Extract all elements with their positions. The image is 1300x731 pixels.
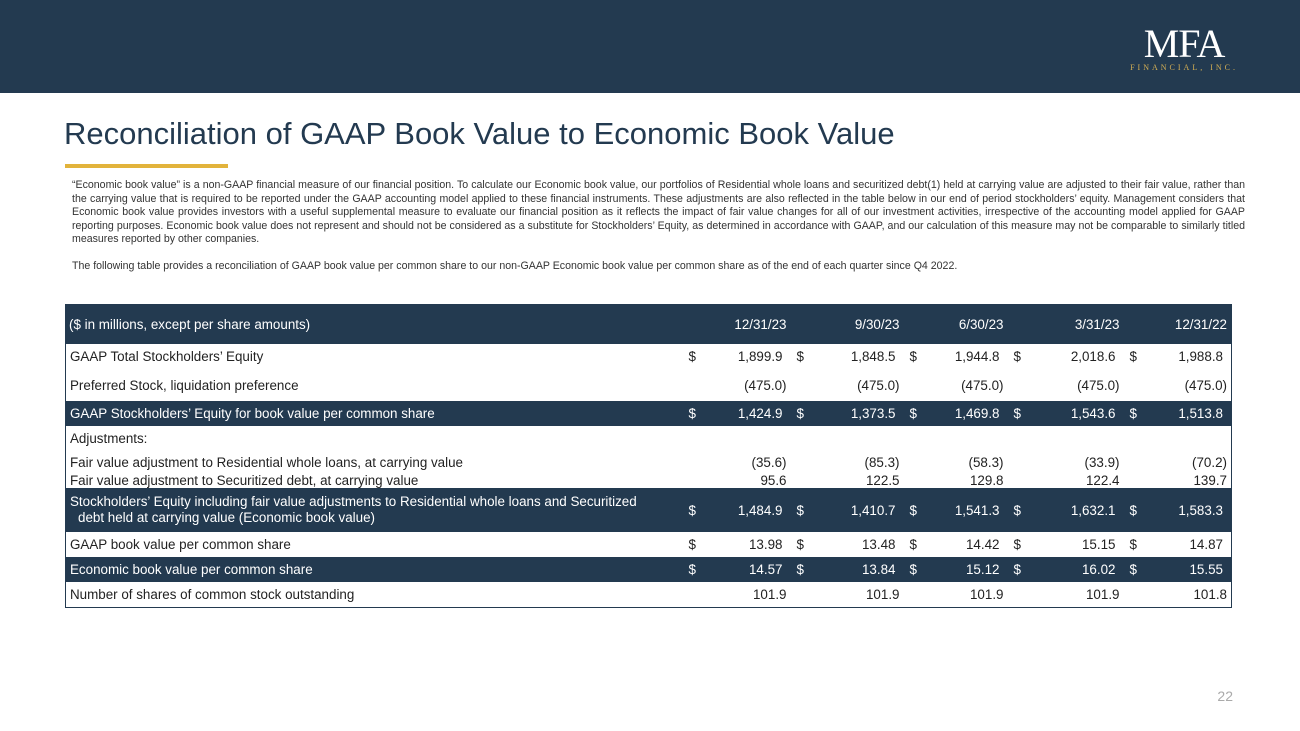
- currency-symbol: $: [909, 537, 917, 552]
- value-cell: [1124, 532, 1232, 557]
- value-cell: [683, 488, 791, 532]
- intro-paragraph-2: The following table provides a reconciliation of GAAP book value per common share to our non-GAAP Economic book value per common share as of the end of each quarter since Q4 2022.: [72, 259, 958, 272]
- cell-value: 15.15: [1081, 537, 1116, 552]
- currency-symbol: $: [909, 406, 917, 421]
- title-underline: [65, 164, 228, 168]
- cell-value: 1,484.9: [737, 502, 783, 518]
- value-cell: [1124, 344, 1232, 369]
- period-header: 6/30/23: [904, 305, 1008, 345]
- currency-symbol: $: [1013, 406, 1021, 421]
- value-cell: [791, 488, 904, 532]
- table-row-highlight: [66, 557, 1232, 582]
- cell-value: 1,513.8: [1178, 406, 1223, 421]
- cell-value: 101.9: [969, 587, 1004, 602]
- cell-value: 1,469.8: [954, 406, 1000, 421]
- cell-value: 13.98: [748, 537, 783, 552]
- row-label-line-2: debt held at carrying value (Economic book value): [78, 510, 375, 525]
- cell-value: 122.5: [865, 473, 900, 488]
- currency-symbol: $: [909, 502, 917, 518]
- table-row: [66, 473, 1232, 488]
- period-header: 12/31/22: [1124, 305, 1232, 345]
- table-header-row: [66, 305, 1232, 345]
- row-label: Adjustments:: [70, 431, 148, 446]
- row-label: Economic book value per common share: [66, 557, 683, 582]
- currency-symbol: $: [796, 537, 804, 552]
- intro-text: [72, 179, 1245, 274]
- value-cell: [1124, 401, 1232, 426]
- table-row: [66, 426, 1232, 451]
- cell-value: 14.87: [1189, 537, 1223, 552]
- cell-value: 1,899.9: [737, 349, 783, 364]
- cell-value: 122.4: [1085, 473, 1120, 488]
- cell-value: 101.8: [1193, 587, 1227, 602]
- logo-wordmark: MFA: [1143, 21, 1225, 66]
- value-cell: [791, 344, 904, 369]
- currency-symbol: $: [796, 406, 804, 421]
- cell-value: 101.9: [1085, 587, 1120, 602]
- cell-value: 1,541.3: [954, 502, 1000, 518]
- period-header: 9/30/23: [791, 305, 904, 345]
- cell-value: 139.7: [1193, 473, 1227, 488]
- cell-value: 129.8: [969, 473, 1004, 488]
- cell-value: 1,543.6: [1070, 406, 1116, 421]
- cell-value: (58.3): [968, 454, 1004, 470]
- row-label-line-1: Stockholders’ Equity including fair value adjustments to Residential whole loans and Securitized: [70, 494, 637, 509]
- value-cell: [904, 344, 1008, 369]
- cell-value: 16.02: [1081, 562, 1116, 577]
- table-row: [66, 369, 1232, 401]
- logo-subtitle: FINANCIAL, INC.: [1130, 63, 1238, 72]
- period-header: 3/31/23: [1008, 305, 1124, 345]
- cell-value: (475.0): [961, 377, 1004, 393]
- table-row: [66, 532, 1232, 557]
- currency-symbol: $: [1129, 349, 1137, 364]
- intro-paragraph-1: “Economic book value” is a non-GAAP financial measure of our financial position. To calculate our Economic book value, our portfolios of Residential whole loans and securitized debt(1) held at carrying value are adjusted to their fair value, rather than the carrying value that is required to be reported under the GAAP accounting model applied to these financial instruments. These adjustments are also reflected in the table below in our end of period stockholders’ equity. Management considers that Economic book value provides investors with a useful supplemental measure to evaluate our financial position as it reflects the impact of fair value changes for all of our investment activities, irrespective of the accounting model applied for GAAP reporting purposes. Economic book value does not represent and should not be considered as a substitute for Stockholders’ Equity, as determined in accordance with GAAP, and our calculation of this measure may not be comparable to similarly titled measures reported by other companies.: [72, 179, 1245, 246]
- cell-value: 1,632.1: [1070, 502, 1116, 518]
- cell-value: (70.2): [1192, 454, 1227, 470]
- cell-value: 15.12: [965, 562, 1000, 577]
- currency-symbol: $: [1013, 562, 1021, 577]
- cell-value: 101.9: [865, 587, 900, 602]
- value-cell: [904, 401, 1008, 426]
- currency-symbol: $: [688, 502, 696, 518]
- cell-value: (475.0): [857, 377, 900, 393]
- table-row: [66, 344, 1232, 369]
- currency-symbol: $: [1013, 349, 1021, 364]
- currency-symbol: $: [1129, 562, 1137, 577]
- table-header-label: ($ in millions, except per share amounts): [66, 305, 683, 345]
- currency-symbol: $: [1129, 406, 1137, 421]
- row-label: GAAP book value per common share: [70, 537, 291, 552]
- table-row: [66, 582, 1232, 608]
- cell-value: 95.6: [760, 473, 787, 488]
- cell-value: (33.9): [1084, 454, 1120, 470]
- row-label: GAAP Total Stockholders’ Equity: [70, 349, 264, 364]
- value-cell: [1124, 557, 1232, 582]
- cell-value: 1,944.8: [954, 349, 1000, 364]
- cell-value: 14.57: [748, 562, 783, 577]
- table-row: [66, 451, 1232, 473]
- row-label: GAAP Stockholders’ Equity for book value per common share: [66, 401, 683, 426]
- value-cell: [1008, 532, 1124, 557]
- row-label: Number of shares of common stock outstanding: [70, 587, 355, 602]
- cell-value: (35.6): [751, 454, 787, 470]
- currency-symbol: $: [688, 349, 696, 364]
- cell-value: 101.9: [752, 587, 787, 602]
- value-cell: [791, 532, 904, 557]
- cell-value: 1,848.5: [850, 349, 896, 364]
- row-label: Preferred Stock, liquidation preference: [70, 377, 299, 393]
- currency-symbol: $: [909, 349, 917, 364]
- currency-symbol: $: [688, 562, 696, 577]
- currency-symbol: $: [1129, 537, 1137, 552]
- cell-value: 14.42: [965, 537, 1000, 552]
- cell-value: 13.48: [861, 537, 896, 552]
- currency-symbol: $: [796, 502, 804, 518]
- cell-value: 2,018.6: [1070, 349, 1116, 364]
- currency-symbol: $: [1129, 502, 1137, 518]
- cell-value: 1,373.5: [850, 406, 896, 421]
- row-label: Fair value adjustment to Residential whole loans, at carrying value: [70, 454, 463, 470]
- currency-symbol: $: [688, 537, 696, 552]
- value-cell: [1008, 344, 1124, 369]
- reconciliation-table: [65, 304, 1232, 608]
- currency-symbol: $: [796, 349, 804, 364]
- currency-symbol: $: [909, 562, 917, 577]
- cell-value: 1,583.3: [1178, 502, 1223, 518]
- company-logo: [1130, 21, 1238, 72]
- cell-value: 15.55: [1189, 562, 1223, 577]
- cell-value: (475.0): [1184, 377, 1227, 393]
- cell-value: (475.0): [1077, 377, 1120, 393]
- row-label: Fair value adjustment to Securitized debt, at carrying value: [70, 473, 419, 488]
- currency-symbol: $: [1013, 502, 1021, 518]
- value-cell: [904, 557, 1008, 582]
- value-cell: [683, 532, 791, 557]
- currency-symbol: $: [796, 562, 804, 577]
- value-cell: [1008, 401, 1124, 426]
- table-row-highlight: [66, 488, 1232, 532]
- value-cell: [683, 344, 791, 369]
- header-bar: [0, 0, 1300, 93]
- value-cell: [683, 557, 791, 582]
- value-cell: [1124, 488, 1232, 532]
- cell-value: (475.0): [744, 377, 787, 393]
- value-cell: [1008, 557, 1124, 582]
- page-number: 22: [1217, 688, 1233, 704]
- cell-value: 1,988.8: [1178, 349, 1223, 364]
- value-cell: [791, 401, 904, 426]
- value-cell: [683, 401, 791, 426]
- value-cell: [791, 557, 904, 582]
- cell-value: 13.84: [861, 562, 896, 577]
- value-cell: [904, 532, 1008, 557]
- period-header: 12/31/23: [683, 305, 791, 345]
- currency-symbol: $: [688, 406, 696, 421]
- row-label: [66, 488, 683, 532]
- value-cell: [904, 488, 1008, 532]
- table-row-highlight: [66, 401, 1232, 426]
- page-title: Reconciliation of GAAP Book Value to Economic Book Value: [64, 116, 895, 151]
- cell-value: 1,410.7: [850, 502, 896, 518]
- cell-value: 1,424.9: [737, 406, 783, 421]
- value-cell: [1008, 488, 1124, 532]
- currency-symbol: $: [1013, 537, 1021, 552]
- cell-value: (85.3): [864, 454, 900, 470]
